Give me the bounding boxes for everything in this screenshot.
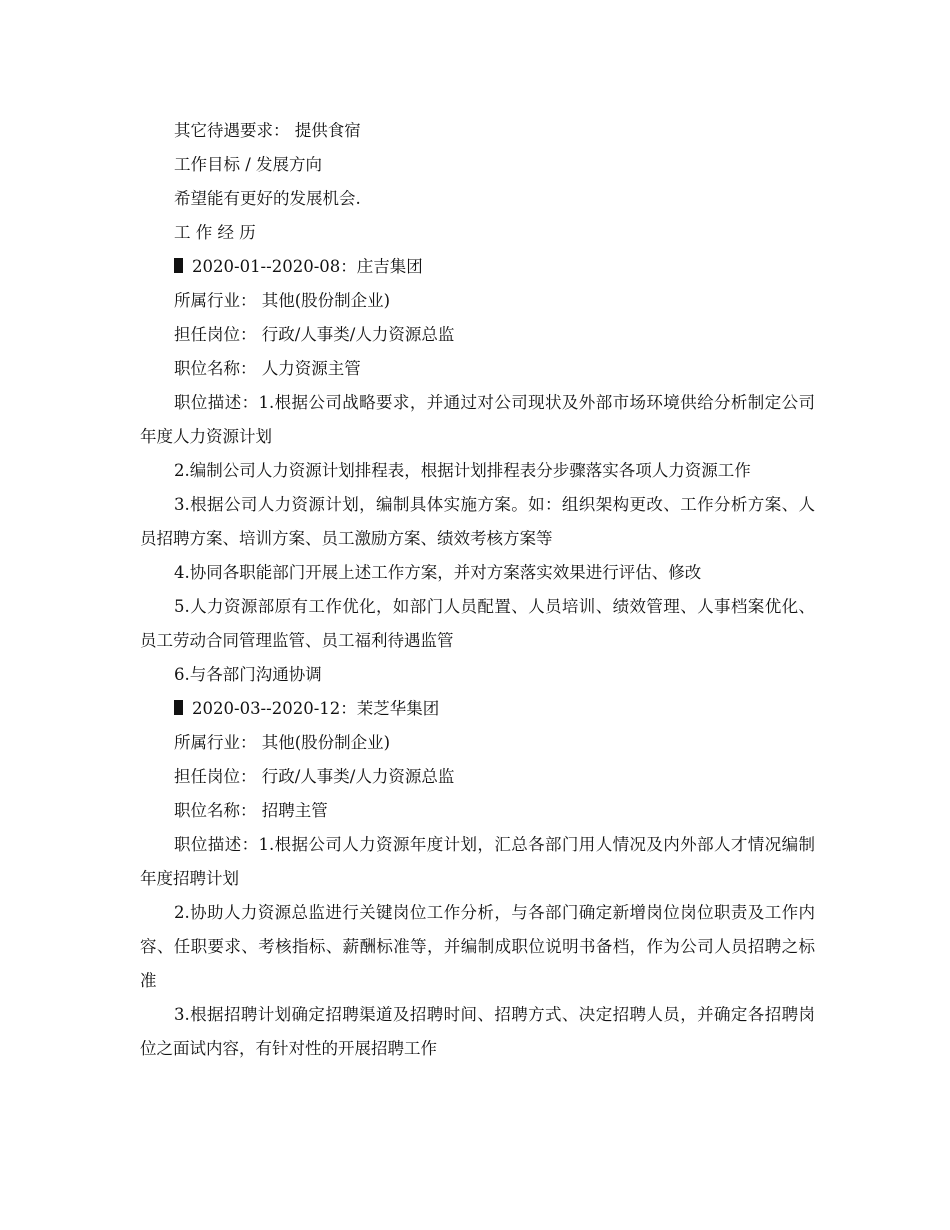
job-1-desc-4: 4.协同各职能部门开展上述工作方案，并对方案落实效果进行评估、修改 — [174, 563, 702, 582]
bullet-bar-icon — [174, 258, 183, 273]
job-2-desc-1: 职位描述：1.根据公司人力资源年度计划，汇总各部门用人情况及内外部人才情况编制年度招聘计划 — [140, 835, 815, 888]
job-1-industry: 所属行业： 其他(股份制企业) — [174, 291, 391, 310]
experience-heading: 工 作 经 历 — [174, 223, 256, 242]
job-2-period — [140, 692, 815, 726]
goal-text: 希望能有更好的发展机会. — [174, 189, 361, 208]
job-2-desc-2: 2.协助人力资源总监进行关键岗位工作分析，与各部门确定新增岗位岗位职责及工作内容、任职要求、考核指标、薪酬标准等，并编制成职位说明书备档，作为公司人员招聘之标准 — [140, 903, 815, 990]
job-2-industry: 所属行业： 其他(股份制企业) — [174, 733, 391, 752]
bullet-bar-icon — [174, 700, 183, 715]
job-1-period — [140, 250, 815, 284]
job-2-period-text: 2020-03--2020-12：茉芝华集团 — [192, 699, 440, 718]
job-1-desc-1: 职位描述：1.根据公司战略要求，并通过对公司现状及外部市场环境供给分析制定公司年度人力资源计划 — [140, 393, 815, 446]
job-1-desc-6: 6.与各部门沟通协调 — [174, 665, 322, 684]
resume-page — [140, 114, 815, 1066]
job-2-desc-3: 3.根据招聘计划确定招聘渠道及招聘时间、招聘方式、决定招聘人员，并确定各招聘岗位之面试内容，有针对性的开展招聘工作 — [140, 1005, 815, 1058]
job-1-title: 职位名称： 人力资源主管 — [174, 359, 361, 378]
job-1-desc-5: 5.人力资源部原有工作优化，如部门人员配置、人员培训、绩效管理、人事档案优化、员工劳动合同管理监管、员工福利待遇监管 — [140, 597, 815, 650]
job-1-period-text: 2020-01--2020-08：庄吉集团 — [192, 257, 423, 276]
job-1-desc-3: 3.根据公司人力资源计划，编制具体实施方案。如：组织架构更改、工作分析方案、人员招聘方案、培训方案、员工激励方案、绩效考核方案等 — [140, 495, 815, 548]
job-2-title: 职位名称： 招聘主管 — [174, 801, 328, 820]
goal-heading: 工作目标 / 发展方向 — [174, 155, 323, 174]
job-2-position: 担任岗位： 行政/人事类/人力资源总监 — [174, 767, 455, 786]
job-1-position: 担任岗位： 行政/人事类/人力资源总监 — [174, 325, 455, 344]
other-benefits: 其它待遇要求： 提供食宿 — [174, 121, 361, 140]
job-1-desc-2: 2.编制公司人力资源计划排程表，根据计划排程表分步骤落实各项人力资源工作 — [174, 461, 751, 480]
